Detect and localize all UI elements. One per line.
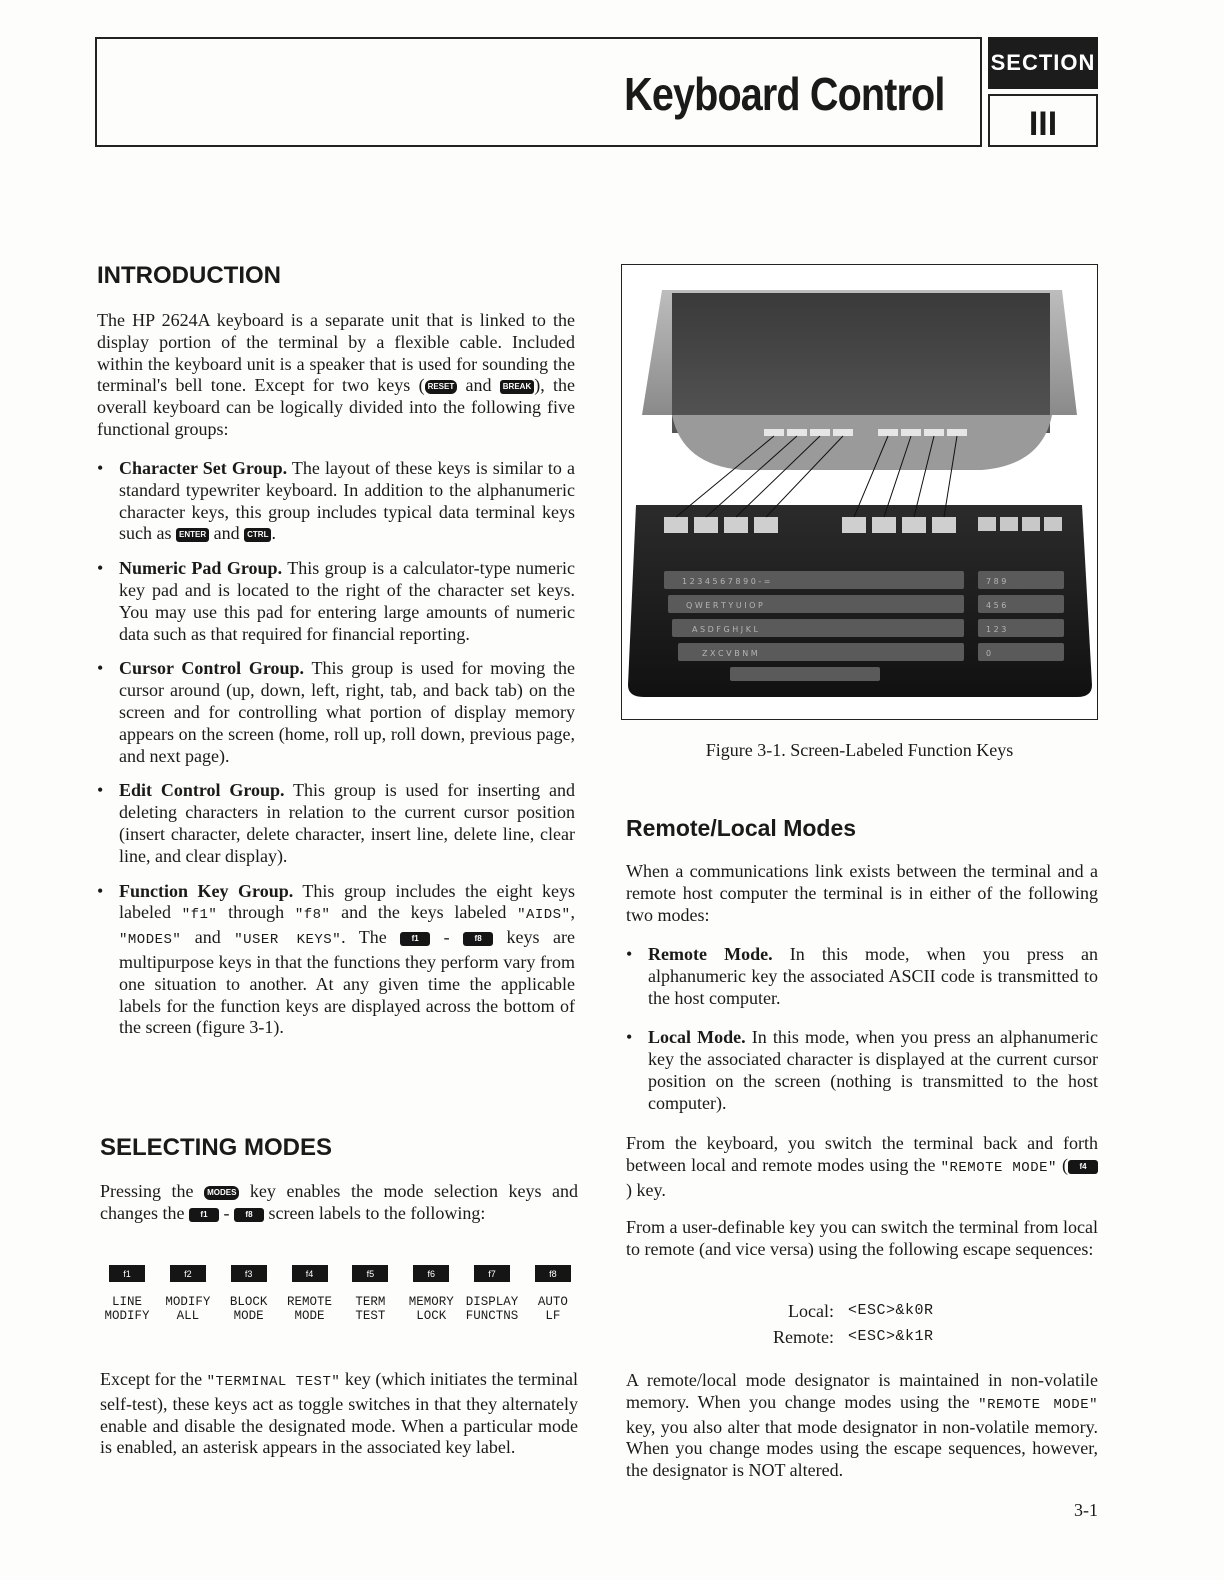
remote-local-intro: When a communications link exists between the terminal and a remote host computer the terminal is in either of the following two modes:	[626, 861, 1098, 925]
table-row: Remote: <ESC>&k1R	[773, 1327, 934, 1347]
function-key-label: DISPLAY FUNCTNS	[465, 1295, 519, 1323]
page-number: 3-1	[1074, 1500, 1098, 1520]
function-key	[283, 1265, 337, 1323]
monitor-base	[672, 415, 1052, 470]
list-item: • Cursor Control Group. This group is used for moving the cursor around (up, down, left, right, tab, and back tab) on the screen and for controlling what portion of display memory appears on the screen (home, roll up, roll down, previous page, and next page).	[97, 658, 575, 767]
function-key-icon: f2	[170, 1265, 206, 1282]
remote-mode-key-paragraph: From the keyboard, you switch the terminal back and forth between local and remote modes using the "REMOTE MODE" ( f4) key.	[626, 1133, 1098, 1200]
function-key-labels	[100, 1265, 580, 1323]
keyboard-figure	[621, 264, 1098, 720]
svg-text:Z X C V B N M: Z X C V B N M	[702, 649, 758, 658]
svg-text:0: 0	[986, 649, 992, 658]
function-key	[526, 1265, 580, 1323]
list-item: • Numeric Pad Group. This group is a calculator-type numeric key pad and is located to the right of the character set keys. You may use this pad for entering large amounts of numeric data such as that required for financial reporting.	[97, 558, 575, 645]
function-key-label: REMOTE MODE	[287, 1295, 333, 1323]
list-item: • Remote Mode. In this mode, when you press an alphanumeric key the associated ASCII code is transmitted to the host computer.	[626, 944, 1098, 1009]
function-key-label: LINE MODIFY	[104, 1295, 150, 1323]
section-label: SECTION	[988, 37, 1098, 89]
function-key-icon: f1	[109, 1265, 145, 1282]
function-key-icon: f5	[352, 1265, 388, 1282]
svg-text:4 5 6: 4 5 6	[986, 601, 1007, 610]
section-number: III	[988, 94, 1098, 147]
function-key-icon: f8	[535, 1265, 571, 1282]
remote-local-heading: Remote/Local Modes	[626, 815, 857, 841]
functional-groups-list	[97, 458, 575, 1052]
function-key	[100, 1265, 154, 1323]
figure-caption: Figure 3-1. Screen-Labeled Function Keys	[705, 740, 1014, 760]
function-key-label: BLOCK MODE	[229, 1295, 268, 1323]
svg-text:Q W E R T Y U I O P: Q W E R T Y U I O P	[686, 601, 763, 610]
designator-paragraph: A remote/local mode designator is maintained in non-volatile memory. When you change modes using the "REMOTE MODE" key, you also alter that mode designator in non-volatile memory. When you change modes using the escape sequences, however, the designator is NOT altered.	[626, 1370, 1098, 1481]
list-item: • Local Mode. In this mode, when you press an alphanumeric key the associated character is displayed at the current cursor position on the screen (nothing is transmitted to the host computer).	[626, 1027, 1098, 1114]
escape-intro-paragraph: From a user-definable key you can switch the terminal from local to remote (and vice versa) using the following escape sequences:	[626, 1217, 1098, 1259]
f8-key-icon: f8	[234, 1208, 264, 1222]
function-key-label: MEMORY LOCK	[408, 1295, 454, 1323]
keyboard-photo-illustration	[622, 265, 1096, 718]
function-key-label: MODIFY ALL	[165, 1295, 211, 1323]
svg-text:1 2 3 4 5 6 7 8 9 0 - =: 1 2 3 4 5 6 7 8 9 0 - =	[682, 577, 771, 586]
svg-text:7 8 9: 7 8 9	[986, 577, 1007, 586]
function-key-icon: f4	[292, 1265, 328, 1282]
reset-key-icon: RESET	[425, 380, 458, 394]
function-key	[404, 1265, 458, 1323]
function-key-icon: f6	[413, 1265, 449, 1282]
f8-key-icon: f8	[463, 932, 493, 946]
introduction-heading: INTRODUCTION	[97, 262, 281, 289]
f1-key-icon: f1	[400, 932, 430, 946]
list-item: • Edit Control Group. This group is used for inserting and deleting characters in relation to the current cursor position (insert character, delete character, insert line, delete line, clear line, and clear display).	[97, 780, 575, 867]
f1-key-icon: f1	[189, 1208, 219, 1222]
modes-list	[626, 944, 1098, 1128]
svg-text:A S D F G H J K L: A S D F G H J K L	[692, 625, 758, 634]
selecting-modes-paragraph: Pressing the MODES key enables the mode selection keys and changes the f1 - f8 screen labels to the following:	[100, 1181, 579, 1223]
modes-key-icon: MODES	[204, 1186, 239, 1200]
function-key	[465, 1265, 519, 1323]
break-key-icon: BREAK	[500, 380, 534, 394]
monitor-screen	[672, 293, 1050, 433]
function-key	[343, 1265, 397, 1323]
table-row: Local: <ESC>&k0R	[788, 1301, 934, 1321]
toggle-description-paragraph: Except for the "TERMINAL TEST" key (which initiates the terminal self-test), these keys act as toggle switches in that they alternately enable and disable the designated mode. When a particular mode is enabled, an asterisk appears in the associated key label.	[100, 1369, 578, 1458]
list-item: • Character Set Group. The layout of these keys is similar to a standard typewriter keyboard. In addition to the alphanumeric character keys, this group includes typical data terminal keys such as ENTER and CTRL .	[97, 458, 575, 545]
function-key	[161, 1265, 215, 1323]
function-key-icon: f3	[231, 1265, 267, 1282]
f4-key-icon: f4	[1068, 1160, 1098, 1174]
selecting-modes-heading: SELECTING MODES	[100, 1134, 333, 1161]
function-key-label: TERM TEST	[355, 1295, 386, 1323]
introduction-paragraph: The HP 2624A keyboard is a separate unit that is linked to the display portion of the terminal by a flexible cable. Included within the keyboard unit is a speaker that is used for sounding the terminal's bell tone. Except for two keys ( RESET and BREAK ), the overall keyboard can be logically divided into the following five functional groups:	[97, 310, 575, 439]
function-key-icon: f7	[474, 1265, 510, 1282]
list-item: • Function Key Group. This group includes the eight keys labeled "f1" through "f8" and the keys labeled "AIDS", "MODES" and "USER KEYS". The f1 - f8 keys are multipurpose keys in that the functions they perform vary from one situation to another. At any given time the applicable labels for the function keys are displayed across the bottom of the screen (figure 3-1).	[97, 881, 575, 1040]
ctrl-key-icon: CTRL	[244, 528, 271, 542]
svg-text:1 2 3: 1 2 3	[986, 625, 1007, 634]
function-key	[222, 1265, 276, 1323]
page-title: Keyboard Control	[623, 68, 944, 120]
function-key-label: AUTO LF	[537, 1295, 568, 1323]
enter-key-icon: ENTER	[176, 528, 209, 542]
title-box	[95, 37, 982, 147]
escape-sequence-table	[760, 1298, 934, 1350]
